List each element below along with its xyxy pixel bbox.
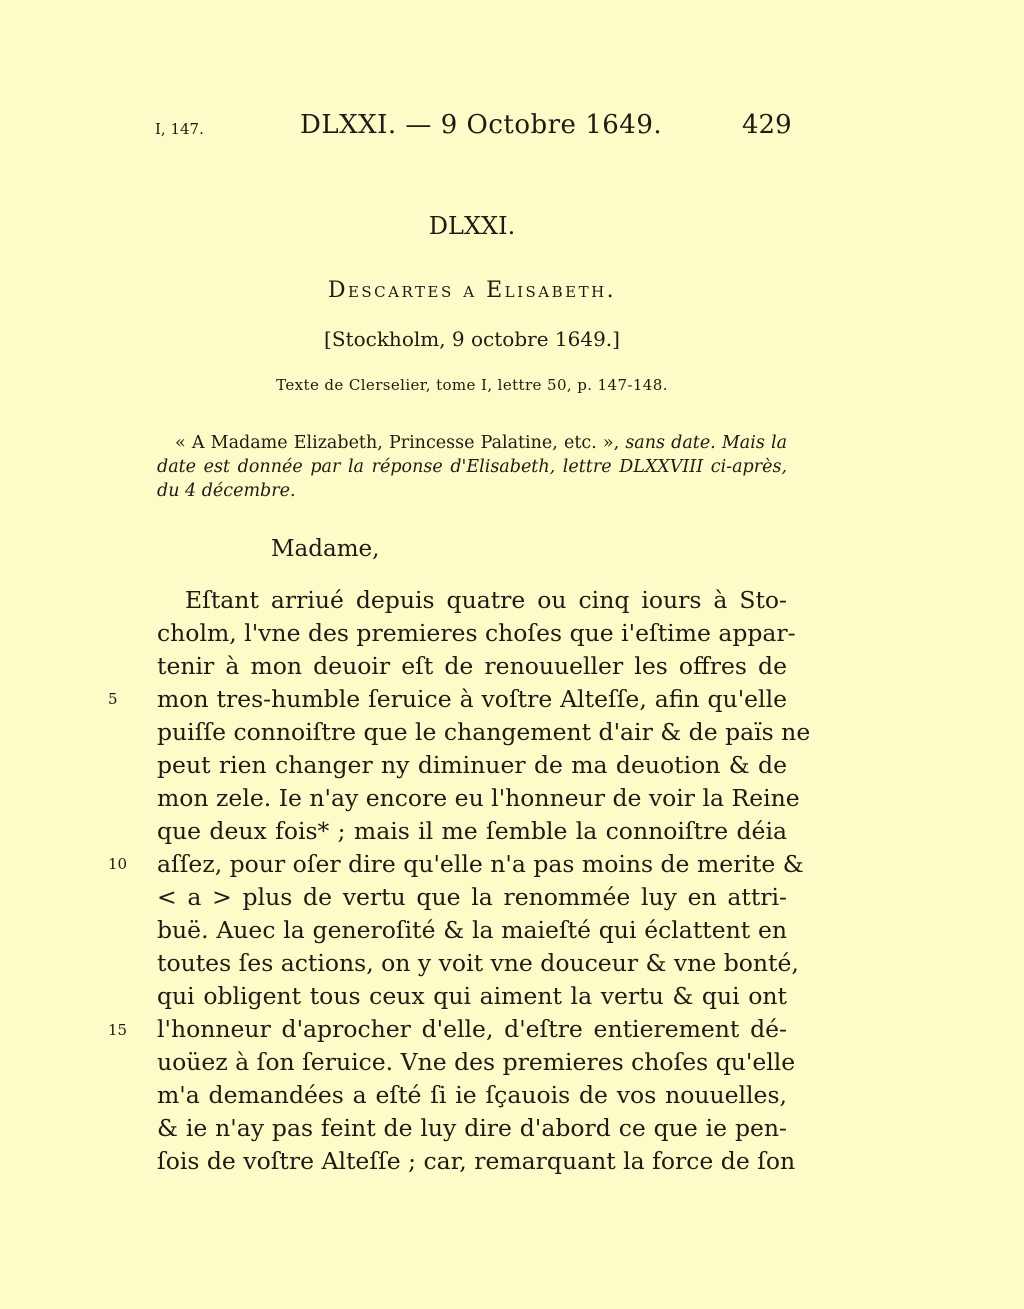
line-number-15: 15 bbox=[108, 1021, 128, 1039]
note-italic: sans date. Mais la date est donnée par la réponse d'Elisabeth, lettre DLXXVIII ci-après, du 4 décembre. bbox=[157, 433, 787, 501]
salutation: Madame, bbox=[271, 536, 380, 562]
letter-number: DLXXI. bbox=[428, 212, 516, 240]
letter-place-date: [Stockholm, 9 octobre 1649.] bbox=[324, 327, 620, 351]
body-line: Eſtant arriué depuis quatre ou cinq iours à Sto- bbox=[185, 586, 787, 614]
body-line: qui obligent tous ceux qui aiment la vertu & qui ont bbox=[157, 982, 787, 1010]
body-line: cholm, l'vne des premieres choſes que i'eſtime appar- bbox=[157, 619, 796, 647]
letter-body bbox=[157, 584, 811, 1178]
body-line: aſſez, pour oſer dire qu'elle n'a pas moins de merite & bbox=[157, 850, 804, 878]
body-line: buë. Auec la generoſité & la maieſté qui éclattent en bbox=[157, 916, 787, 944]
letter-addressee: Descartes a Elisabeth. bbox=[327, 278, 617, 303]
body-line: puiſſe connoiſtre que le changement d'air & de païs ne bbox=[157, 718, 811, 746]
body-line: l'honneur d'aprocher d'elle, d'eſtre entierement dé- bbox=[157, 1015, 787, 1043]
body-line: tenir à mon deuoir eſt de renouueller les offres de bbox=[157, 652, 787, 680]
running-header bbox=[0, 110, 1024, 150]
line-number-10: 10 bbox=[108, 855, 128, 873]
header-reference: I, 147. bbox=[155, 120, 204, 138]
letter-source: Texte de Clerselier, tome I, lettre 50, p. 147-148. bbox=[276, 376, 668, 394]
body-line: mon tres-humble ſeruice à voſtre Alteſſe, afin qu'elle bbox=[157, 685, 787, 713]
page-number: 429 bbox=[742, 110, 792, 140]
note-quote: « A Madame Elizabeth, Princesse Palatine, etc. », bbox=[175, 433, 626, 453]
body-line: & ie n'ay pas feint de luy dire d'abord ce que ie pen- bbox=[157, 1114, 787, 1142]
body-line: peut rien changer ny diminuer de ma deuotion & de bbox=[157, 751, 787, 779]
body-line: mon zele. Ie n'ay encore eu l'honneur de voir la Reine bbox=[157, 784, 800, 812]
header-title: DLXXI. — 9 Octobre 1649. bbox=[300, 110, 663, 140]
body-line: < a > plus de vertu que la renommée luy en attri- bbox=[157, 883, 787, 911]
body-line: toutes ſes actions, on y voit vne douceur & vne bonté, bbox=[157, 949, 799, 977]
line-number-5: 5 bbox=[108, 690, 118, 708]
body-line: m'a demandées a eſté ſi ie ſçauois de vos nouuelles, bbox=[157, 1081, 787, 1109]
body-line: que deux fois* ; mais il me ſemble la connoiſtre déia bbox=[157, 817, 787, 845]
body-line: ſois de voſtre Alteſſe ; car, remarquant la force de ſon bbox=[157, 1147, 796, 1175]
body-line: uoüez à ſon ſeruice. Vne des premieres choſes qu'elle bbox=[157, 1048, 796, 1076]
editorial-note bbox=[157, 431, 787, 503]
